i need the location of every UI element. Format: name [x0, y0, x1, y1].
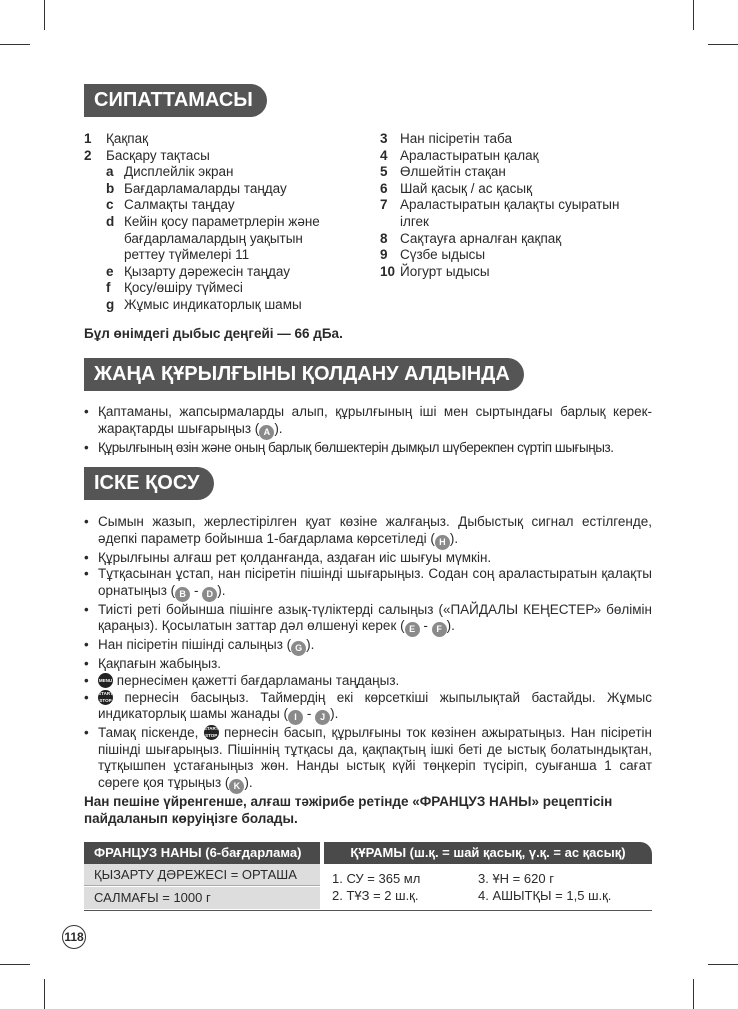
label-e-badge: E: [405, 622, 420, 637]
start-stop-button-icon: START STOP: [203, 726, 219, 739]
list-item: 7 Араластыратын қалақты суыратын ілгек: [380, 197, 620, 229]
label-h-badge: H: [435, 535, 450, 550]
list-item: • Құрылғыны алғаш рет қолданғанда, аздаған иіс шығуы мүмкін.: [84, 549, 492, 565]
ingredient: 3. ҰН = 620 г: [478, 871, 554, 886]
crop-mark: [693, 0, 694, 30]
list-subitem: g Жұмыс индикаторлық шамы: [106, 296, 302, 312]
list-item: • Сымын жазып, жерлестірілген қуат көзіне жалғаңыз. Дыбыстық сигнал естілгенде, әдепкі параметр бойынша 1-бағдарлама көрсетіледі ( H ).: [84, 514, 652, 550]
table-cell-browning: ҚЫЗАРТУ ДӘРЕЖЕСІ = ОРТАША: [84, 864, 320, 886]
list-item: • Тұтқасынан ұстап, нан пісіретін пішінді шығарыңыз. Содан соң араластыратын қалақты орнатыңыз ( B - D ).: [84, 566, 652, 602]
label-a-badge: A: [259, 425, 274, 440]
parts-list-right: [380, 131, 652, 280]
list-item: • Құрылғының өзін және оның барлық бөлшектерін дымқыл шүберекпен сүртіп шығыңыз.: [84, 439, 614, 455]
list-item: • START STOP пернесін басыңыз. Таймердің екі көрсеткіші жыпылықтай бастайды. Жұмыс индикаторлық шамы жанады ( I - J ).: [84, 690, 652, 726]
list-subitem: d Кейін қосу параметрлерін және бағдарламалардың уақытын реттеу түймелері 11: [106, 213, 320, 263]
crop-mark: [708, 964, 738, 965]
label-d-badge: D: [202, 587, 217, 602]
crop-mark: [708, 44, 738, 45]
table-header-recipe: ФРАНЦУЗ НАНЫ (6-бағдарлама): [84, 842, 320, 864]
table-cell-weight: САЛМАҒЫ = 1000 г: [84, 887, 320, 909]
parts-list-left: [84, 131, 354, 314]
list-item: 8 Сақтауға арналған қақпақ: [380, 230, 562, 246]
list-subitem: e Қызарту дәрежесін таңдау: [106, 263, 291, 279]
list-item: • Тамақ піскенде, START STOP пернесін басып, құрылғыны ток көзінен ажыратыңыз. Нан пісіретін пішінді шығарыңыз. Пішіннің тұтқасы да, қақпақтың ішкі беті де ыстық болатындықтан, тұтқышпен ұстағаныңыз жөн. Нанды ыстық күйі төңкеріп түсіріп, суығанша 1 сағат сөреге қоя тұрыңыз ( K ).: [84, 725, 652, 794]
list-subitem: c Салмақты таңдау: [106, 197, 235, 213]
menu-button-icon: MENU: [98, 673, 113, 688]
list-item: 6 Шай қасық / ас қасық: [380, 180, 532, 196]
label-i-badge: I: [288, 710, 303, 725]
label-f-badge: F: [432, 622, 447, 637]
crop-mark: [44, 979, 45, 1009]
list-subitem: b Бағдарламаларды таңдау: [106, 180, 287, 196]
list-item: • Нан пісіретін пішінді салыңыз ( G ).: [84, 637, 652, 656]
label-k-badge: K: [229, 779, 244, 794]
label-b-badge: B: [175, 587, 190, 602]
label-j-badge: J: [315, 710, 330, 725]
list-item: 10 Йогурт ыдысы: [380, 263, 490, 279]
crop-mark: [693, 979, 694, 1009]
ingredient: 2. ТҰЗ = 2 ш.қ.: [332, 888, 419, 903]
crop-mark: [44, 0, 45, 30]
before-use-list: [84, 404, 652, 456]
recipe-table: [84, 842, 652, 911]
label-g-badge: G: [291, 641, 306, 656]
start-list: [84, 514, 652, 794]
list-item: 4 Араластыратын қалақ: [380, 147, 539, 163]
list-item: 2 Басқару тақтасы: [84, 147, 210, 163]
ingredient: 4. АШЫТҚЫ = 1,5 ш.қ.: [478, 888, 612, 903]
recipe-note: Нан пешіне үйренгенше, алғаш тәжірибе ретінде «ФРАНЦУЗ НАНЫ» рецептісін пайдаланып көруіңізге болады.: [84, 794, 613, 826]
list-item: • Қаптаманы, жапсырмаларды алып, құрылғының іші мен сыртындағы барлық керек-жарақтарды шығарыңыз ( A ).: [84, 404, 652, 440]
list-subitem: f Қосу/өшіру түймесі: [106, 280, 243, 296]
section-heading-description: СИПАТТАМАСЫ: [84, 84, 267, 117]
list-item: 1 Қақпақ: [84, 131, 149, 146]
list-item: • Тиісті реті бойынша пішінге азық-түліктерді салыңыз («ПАЙДАЛЫ КЕҢЕСТЕР» бөлімін қараңыз). Қосылатын заттар дәл өлшенуі керек ( E - F ).: [84, 602, 652, 638]
list-item: 5 Өлшейтін стақан: [380, 164, 506, 180]
list-item: 9 Сүзбе ыдысы: [380, 247, 486, 263]
list-item: 3 Нан пісіретін таба: [380, 131, 512, 146]
crop-mark: [0, 44, 30, 45]
list-subitem: a Дисплейлік экран: [106, 164, 234, 180]
noise-level: Бұл өнімдегі дыбыс деңгейі — 66 дБа.: [84, 326, 343, 341]
section-heading-start: ІСКЕ ҚОСУ: [84, 467, 214, 500]
list-item: • Қақпағын жабыңыз.: [84, 656, 222, 672]
ingredient: 1. СУ = 365 мл: [332, 871, 421, 886]
table-header-ingredients: ҚҰРАМЫ (ш.қ. = шай қасық, ү.қ. = ас қасық): [324, 842, 652, 864]
list-item: • MENU пернесімен қажетті бағдарламаны таңдаңыз.: [84, 672, 400, 688]
ingredients-list: [332, 870, 652, 904]
section-heading-before-use: ЖАҢА ҚҰРЫЛҒЫНЫ ҚОЛДАНУ АЛДЫНДА: [84, 358, 524, 391]
start-stop-button-icon: START STOP: [98, 690, 113, 703]
crop-mark: [0, 964, 30, 965]
page-number: 118: [62, 925, 86, 949]
